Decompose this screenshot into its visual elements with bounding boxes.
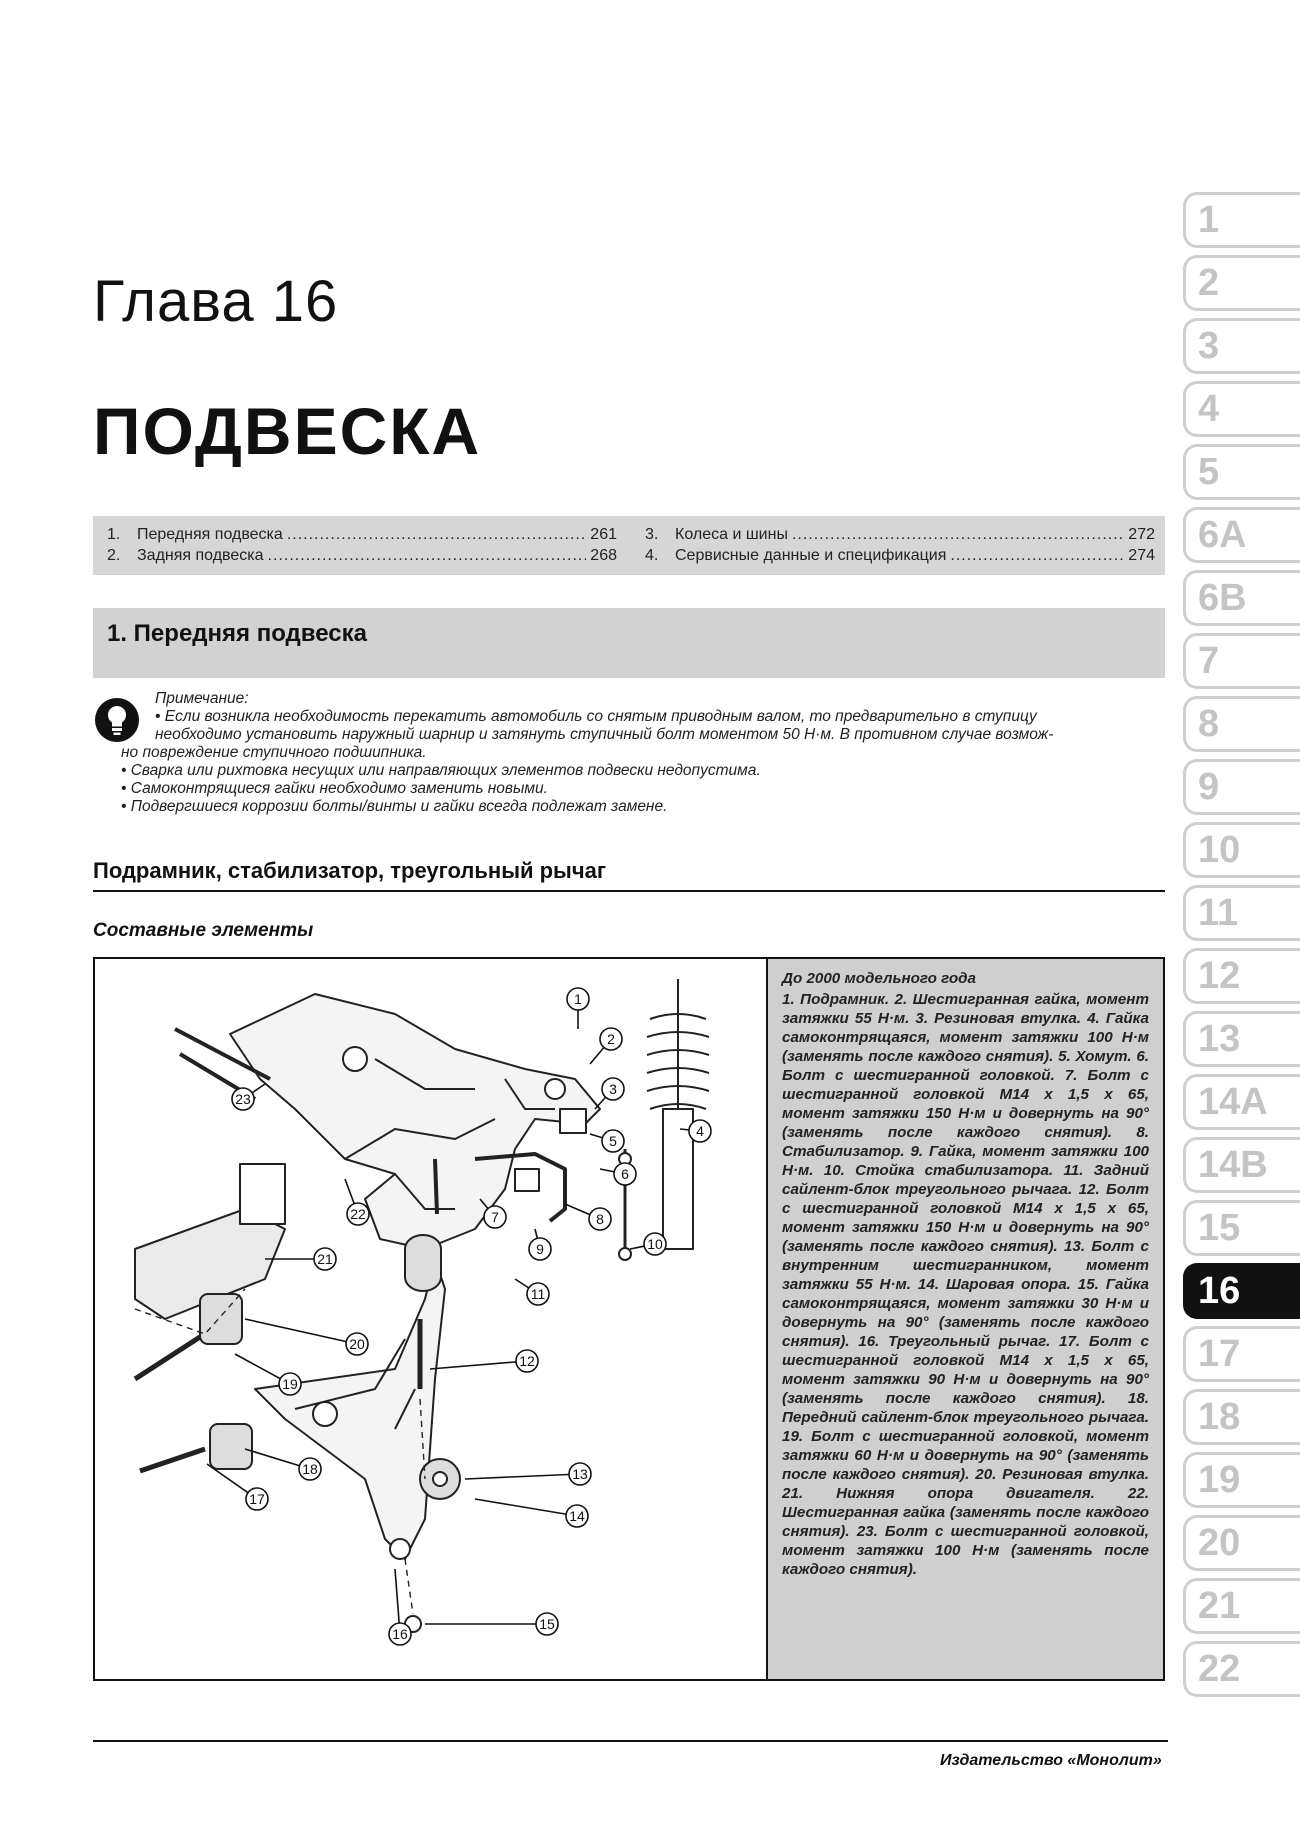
note-line: но повреждение ступичного подшипника.	[121, 744, 427, 761]
callout-number: 11	[530, 1286, 546, 1302]
callout-11	[515, 1279, 549, 1305]
callout-14	[475, 1499, 588, 1527]
chapter-tab[interactable]: 18	[1183, 1389, 1300, 1445]
lightbulb-icon	[93, 696, 141, 744]
note-line: • Если возникла необходимость перекатить автомобиль со снятым приводным валом, то предварительно в ступицу	[155, 708, 1037, 725]
engine-mount-block	[240, 1164, 285, 1224]
callout-leader	[430, 1361, 527, 1369]
toc-item-number: 4.	[645, 547, 659, 564]
callout-number: 12	[519, 1353, 535, 1369]
control-arm-hole	[390, 1539, 410, 1559]
toc-item-title: Передняя подвеска	[137, 526, 283, 543]
control-arm-hole	[313, 1402, 337, 1426]
callout-number: 4	[696, 1123, 704, 1139]
chapter-title: ПОДВЕСКА	[93, 394, 482, 468]
publisher-credit: Издательство «Монолит»	[940, 1752, 1162, 1769]
callout-number: 16	[392, 1626, 408, 1642]
callout-number: 2	[607, 1031, 615, 1047]
callout-number: 1	[574, 991, 582, 1007]
chapter-tab[interactable]: 10	[1183, 822, 1300, 878]
footer-rule	[93, 1740, 1168, 1742]
stabilizer-link-joint	[619, 1248, 631, 1260]
stabilizer-bushing	[515, 1169, 539, 1191]
chapter-tab[interactable]: 1	[1183, 192, 1300, 248]
callout-13	[465, 1463, 591, 1485]
chapter-tab[interactable]: 3	[1183, 318, 1300, 374]
control-arm	[255, 1259, 445, 1559]
bolt-19	[135, 1337, 200, 1379]
suspension-exploded-diagram	[95, 959, 766, 1679]
front-bushing	[210, 1424, 252, 1469]
chapter-tab[interactable]: 17	[1183, 1326, 1300, 1382]
toc-item-page: 274	[1128, 547, 1155, 564]
toc-item[interactable]	[107, 526, 617, 544]
callout-15	[425, 1613, 558, 1635]
callout-12	[430, 1350, 538, 1372]
toc-item-title: Колеса и шины	[675, 526, 788, 543]
chapter-tab[interactable]: 6B	[1183, 570, 1300, 626]
toc-item-number: 2.	[107, 547, 121, 564]
chapter-tab[interactable]: 2	[1183, 255, 1300, 311]
callout-9	[529, 1229, 551, 1260]
chapter-tab[interactable]: 13	[1183, 1011, 1300, 1067]
section-header	[93, 608, 1165, 678]
callout-number: 6	[621, 1166, 629, 1182]
callout-1	[567, 988, 589, 1029]
rubber-bushing	[200, 1294, 242, 1344]
callout-number: 19	[282, 1376, 298, 1392]
chapter-tab[interactable]: 19	[1183, 1452, 1300, 1508]
chapter-tab[interactable]: 14B	[1183, 1137, 1300, 1193]
chapter-tab[interactable]: 15	[1183, 1200, 1300, 1256]
toc-item-page: 272	[1128, 526, 1155, 543]
callout-number: 20	[349, 1336, 365, 1352]
subsection-title: Подрамник, стабилизатор, треугольный рычаг	[93, 858, 607, 883]
callout-number: 3	[609, 1081, 617, 1097]
callout-number: 9	[536, 1241, 544, 1257]
chapter-tab[interactable]: 21	[1183, 1578, 1300, 1634]
callout-3	[595, 1078, 624, 1109]
callout-number: 7	[491, 1209, 499, 1225]
chapter-tab[interactable]: 11	[1183, 885, 1300, 941]
callout-8	[565, 1204, 611, 1230]
components-figure	[93, 957, 1165, 1681]
callout-16	[389, 1569, 411, 1645]
callout-leader	[475, 1499, 577, 1516]
toc-leader-dots	[287, 526, 586, 544]
rear-bushing	[405, 1235, 441, 1291]
toc-item-number: 1.	[107, 526, 121, 543]
callout-leader	[245, 1319, 357, 1344]
toc-item-title: Задняя подвеска	[137, 547, 264, 564]
note-label: Примечание:	[155, 690, 249, 707]
callout-6	[600, 1163, 636, 1185]
chapter-tab[interactable]: 8	[1183, 696, 1300, 752]
toc-item[interactable]	[107, 547, 617, 565]
components-label: Составные элементы	[93, 920, 314, 941]
callout-10	[630, 1233, 666, 1255]
legend-panel	[766, 959, 1163, 1679]
callout-number: 23	[235, 1091, 251, 1107]
chapter-tab[interactable]: 12	[1183, 948, 1300, 1004]
callout-number: 18	[302, 1461, 318, 1477]
callout-number: 8	[596, 1211, 604, 1227]
callout-number: 14	[569, 1508, 585, 1524]
table-of-contents	[93, 516, 1165, 575]
subsection-header	[93, 858, 1165, 892]
chapter-label: Глава 16	[93, 269, 339, 334]
ball-joint-stud	[433, 1472, 447, 1486]
chapter-tab[interactable]: 4	[1183, 381, 1300, 437]
callout-number: 13	[572, 1466, 588, 1482]
callout-number: 15	[539, 1616, 555, 1632]
chapter-tab[interactable]: 9	[1183, 759, 1300, 815]
toc-item-title: Сервисные данные и спецификация	[675, 547, 947, 564]
callout-number: 21	[317, 1251, 333, 1267]
bolt-7	[435, 1159, 437, 1214]
chapter-tab[interactable]: 20	[1183, 1515, 1300, 1571]
legend-title: До 2000 модельного года	[782, 970, 976, 987]
toc-item-page: 268	[590, 547, 617, 564]
note-line: • Сварка или рихтовка несущих или направляющих элементов подвески недопустима.	[121, 762, 761, 779]
toc-leader-dots	[950, 547, 1124, 565]
legend-text: 1. Подрамник. 2. Шестигранная гайка, момент затяжки 55 Н·м. 3. Резиновая втулка. 4. Гайка самоконтрящаяся, момент затяжки 100 Н·м (заменять после каждого снятия). 5. Хомут. 6. Болт с шестигранной головкой. 7. Болт с шестигранной головкой M14 x 1,5 x 65, момент затяжки 150 Н·м и довернуть на 90° (заменять после каждого снятия). 8. Стабилизатор. 9. Гайка, момент затяжки 100 Н·м. 10. Стойка стабилизатора. 11. Задний сайлент-блок треугольного рычага. 12. Болт с шестигранной головкой M14 x 1,5 x 65, момент затяжки 150 Н·м и довернуть на 90° (заменять после каждого снятия). 13. Болт с внутренним шестигранником, момент затяжки 55 Н·м. 14. Шаровая опора. 15. Гайка самоконтрящаяся, момент затяжки 30 Н·м и довернуть на 90° (заменять после каждого снятия). 16. Треугольный рычаг. 17. Болт с шестигранной головкой M14 x 1,5 x 65, момент затяжки 90 Н·м и довернуть на 90° (заменять после каждого снятия). 18. Передний сайлент-блок треугольного рычага. 19. Болт с шестигранной головкой, момент затяжки 60 Н·м и довернуть на 90° (заменять после каждого снятия). 20. Резиновая втулка. 21. Нижняя опора двигателя. 22. Шестигранная гайка (заменять после каждого снятия). 23. Болт с шестигранной головкой, момент затяжки 100 Н·м (заменять после каждого снятия).	[782, 991, 1149, 1578]
toc-leader-dots	[792, 526, 1124, 544]
toc-item[interactable]	[645, 526, 1155, 544]
toc-item-page: 261	[590, 526, 617, 543]
callout-5	[590, 1130, 624, 1152]
note-line: необходимо установить наружный шарнир и затянуть ступичный болт моментом 50 Н·м. В противном случае возмож-	[155, 726, 1054, 743]
callout-18	[245, 1449, 321, 1480]
chapter-tab[interactable]: 5	[1183, 444, 1300, 500]
callout-2	[590, 1028, 622, 1064]
bolt-17	[140, 1449, 205, 1471]
callout-17	[207, 1464, 268, 1510]
callout-number: 10	[647, 1236, 663, 1252]
note-line: • Самоконтрящиеся гайки необходимо заменить новыми.	[121, 780, 548, 797]
toc-leader-dots	[268, 547, 587, 565]
callout-number: 17	[249, 1491, 265, 1507]
callout-20	[245, 1319, 368, 1355]
chapter-tab-active[interactable]: 16	[1183, 1263, 1300, 1319]
section-title: 1. Передняя подвеска	[107, 620, 367, 647]
chapter-tab[interactable]: 22	[1183, 1641, 1300, 1697]
chapter-tab[interactable]: 14A	[1183, 1074, 1300, 1130]
subframe-mount	[343, 1047, 367, 1071]
stabilizer-bushing	[560, 1109, 586, 1133]
callout-number: 22	[350, 1206, 366, 1222]
subframe-mount	[545, 1079, 565, 1099]
callout-number: 5	[609, 1133, 617, 1149]
chapter-tab[interactable]: 7	[1183, 633, 1300, 689]
chapter-tab[interactable]: 6A	[1183, 507, 1300, 563]
note-line: • Подвергшиеся коррозии болты/винты и гайки всегда подлежат замене.	[121, 798, 668, 815]
callout-leader	[465, 1474, 580, 1479]
toc-item[interactable]	[645, 547, 1155, 565]
toc-item-number: 3.	[645, 526, 659, 543]
